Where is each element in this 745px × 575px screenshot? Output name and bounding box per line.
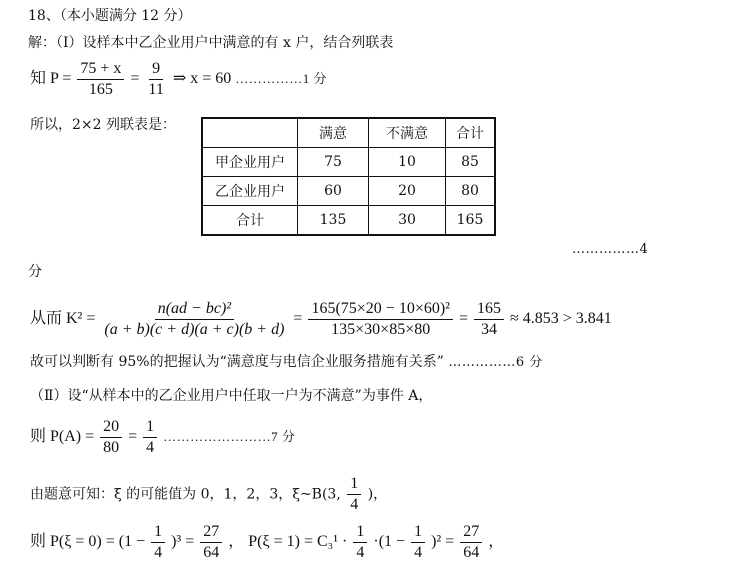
pa-frac2 xyxy=(143,418,157,457)
last-frac3 xyxy=(353,523,367,562)
eq1-frac2-den: 11 xyxy=(148,81,164,98)
last-frac1-num: 1 xyxy=(151,523,165,543)
k2-frac3-den: 34 xyxy=(481,321,497,338)
last-pow2: )² = xyxy=(431,533,455,551)
score-4: ……………4 xyxy=(572,242,649,257)
eq1-frac2-num: 9 xyxy=(149,60,163,80)
k2-eq1: = xyxy=(293,310,303,328)
last-frac4 xyxy=(411,523,425,562)
last-frac1-den: 4 xyxy=(154,544,163,561)
xi-frac-den: 4 xyxy=(350,496,359,513)
equation-probabilities xyxy=(30,523,504,562)
eq1-eq: = xyxy=(130,70,140,88)
table-cell: 甲企业用户 xyxy=(202,148,298,177)
pa-eq: = xyxy=(128,428,138,446)
part2-intro: （Ⅱ）设“从样本中的乙企业用户中任取一户为不满意”为事件 A， xyxy=(30,388,433,404)
score-4-unit: 分 xyxy=(28,264,42,280)
equation-p xyxy=(30,60,327,99)
pa-frac1-den: 80 xyxy=(103,439,120,456)
last-frac3-den: 4 xyxy=(356,544,365,561)
table-cell: 乙企业用户 xyxy=(202,177,298,206)
xi-tail: )， xyxy=(367,486,388,503)
last-frac5-num: 27 xyxy=(460,523,482,543)
k2-frac2-num: 165(75×20 − 10×60)² xyxy=(308,300,453,320)
eq1-frac2 xyxy=(145,60,166,99)
table-cell: 20 xyxy=(369,177,446,206)
table-cell: 30 xyxy=(369,206,446,236)
last-frac2-num: 27 xyxy=(200,523,222,543)
k2-frac3-num: 165 xyxy=(474,300,504,320)
last-mid: ， P(ξ = 1) = C₃¹ · xyxy=(228,533,348,551)
eq1-frac1 xyxy=(77,60,124,99)
k2-eq2: = xyxy=(458,310,468,328)
last-frac2-den: 64 xyxy=(203,544,220,561)
table-cell: 85 xyxy=(446,148,496,177)
part1-intro: 解：（Ⅰ）设样本中乙企业用户中满意的有 x 户，结合列联表 xyxy=(28,35,394,51)
table-row xyxy=(202,148,495,177)
eq1-prefix: 知 P = xyxy=(30,70,72,88)
pa-frac2-num: 1 xyxy=(143,418,157,438)
xi-text: 由题意可知：ξ 的可能值为 0，1，2，3，ξ~B(3, xyxy=(30,486,341,503)
xi-frac xyxy=(347,475,361,514)
last-frac4-den: 4 xyxy=(414,544,423,561)
table-header-cell: 合计 xyxy=(446,118,496,148)
table-intro: 所以，2×2 列联表是： xyxy=(30,117,176,133)
table-cell: 合计 xyxy=(202,206,298,236)
last-frac1 xyxy=(151,523,165,562)
pa-score: ……………………7 分 xyxy=(163,429,296,445)
k2-frac2 xyxy=(308,300,453,339)
pa-frac1 xyxy=(100,418,122,457)
pa-prefix: 则 P(A) = xyxy=(30,428,95,446)
k2-frac3 xyxy=(474,300,504,339)
last-frac3-num: 1 xyxy=(353,523,367,543)
conclusion-statement: 故可以判断有 95%的把握认为“满意度与电信企业服务措施有关系” xyxy=(30,354,444,370)
equation-pa xyxy=(30,418,295,457)
last-pow1: )³ = xyxy=(171,533,195,551)
k2-frac2-den: 135×30×85×80 xyxy=(331,321,431,338)
last-frac4-num: 1 xyxy=(411,523,425,543)
eq1-frac1-den: 165 xyxy=(88,81,113,98)
k2-prefix: 从而 K² = xyxy=(30,310,96,328)
k2-frac1 xyxy=(101,300,287,339)
score-6: ……………6 分 xyxy=(448,355,543,370)
last-frac5-den: 64 xyxy=(463,544,480,561)
contingency-table xyxy=(201,117,496,236)
last-mid2: ·(1 − xyxy=(373,533,406,551)
conclusion-text xyxy=(30,353,543,372)
xi-distribution xyxy=(30,475,387,514)
pa-frac2-den: 4 xyxy=(146,439,155,456)
table-cell: 10 xyxy=(369,148,446,177)
table-cell: 60 xyxy=(298,177,369,206)
eq1-score: ……………1 分 xyxy=(235,71,328,87)
eq1-frac1-num: 75 + x xyxy=(77,60,124,80)
last-prefix: 则 P(ξ = 0) = (1 − xyxy=(30,533,146,551)
table-header-row xyxy=(202,118,495,148)
k2-result: ≈ 4.853 > 3.841 xyxy=(510,310,612,328)
last-frac2 xyxy=(200,523,222,562)
table-cell: 165 xyxy=(446,206,496,236)
xi-frac-num: 1 xyxy=(347,475,361,495)
k2-frac1-num: n(ad − bc)² xyxy=(155,300,234,320)
table-row xyxy=(202,177,495,206)
table-row xyxy=(202,206,495,236)
table-header-cell: 满意 xyxy=(298,118,369,148)
table-header-cell xyxy=(202,118,298,148)
table-cell: 80 xyxy=(446,177,496,206)
table-cell: 75 xyxy=(298,148,369,177)
last-frac5 xyxy=(460,523,482,562)
table-header-cell: 不满意 xyxy=(369,118,446,148)
eq1-result: ⇒ x = 60 xyxy=(172,70,232,88)
pa-frac1-num: 20 xyxy=(100,418,122,438)
question-header: 18、（本小题满分 12 分） xyxy=(28,8,192,24)
last-tail: ， xyxy=(488,533,505,551)
k2-frac1-den: (a + b)(c + d)(a + c)(b + d) xyxy=(104,321,285,338)
equation-k2 xyxy=(30,300,612,339)
table-cell: 135 xyxy=(298,206,369,236)
